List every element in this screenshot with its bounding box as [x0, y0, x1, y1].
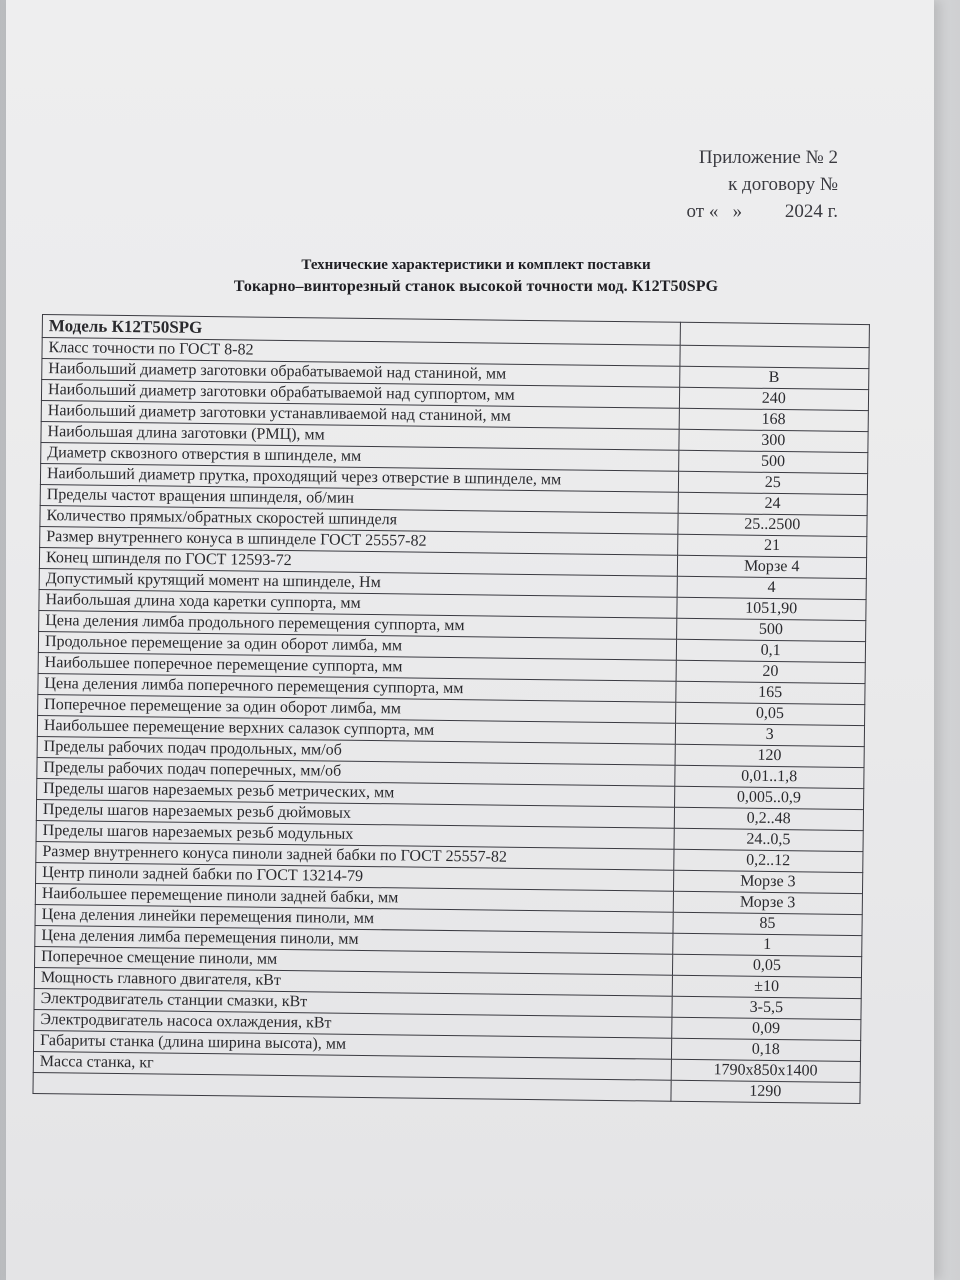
- spec-name: Габариты станка (длина ширина высота), мм: [33, 1030, 671, 1059]
- addendum-line-2: к договору №: [728, 174, 838, 195]
- spec-name: Наибольшее поперечное перемещение суппорта, мм: [38, 652, 676, 681]
- title-line-2: Токарно–винторезный станок высокой точности мод. К12Т50SPG: [233, 278, 719, 295]
- spec-value: 24: [678, 492, 868, 515]
- spec-value: Морзе 4: [677, 555, 867, 578]
- addendum-block: [687, 144, 838, 225]
- spec-value: 0,1: [676, 639, 866, 662]
- spec-name: Размер внутреннего конуса пиноли задней бабки по ГОСТ 25557-82: [36, 841, 674, 870]
- spec-name: Пределы шагов нарезаемых резьб дюймовых: [36, 799, 674, 828]
- spec-name: Наибольшее перемещение верхних салазок суппорта, мм: [37, 715, 675, 744]
- spec-name: Цена деления лимба перемещения пиноли, мм: [35, 925, 673, 954]
- spec-value: 300: [678, 429, 868, 452]
- spec-name: Размер внутреннего конуса в шпинделе ГОСТ 25557-82: [40, 526, 678, 555]
- spec-value: 3-5,5: [672, 996, 862, 1019]
- spec-name: Наибольшая длина хода каретки суппорта, мм: [39, 589, 677, 618]
- spec-value: 25..2500: [677, 513, 867, 536]
- specifications-table: [32, 314, 869, 1104]
- spec-name: Центр пиноли задней бабки по ГОСТ 13214-79: [36, 862, 674, 891]
- spec-name: Пределы шагов нарезаемых резьб модульных: [36, 820, 674, 849]
- model-label: Модель К12Т50SPG: [42, 315, 680, 346]
- document-title: [156, 254, 796, 298]
- spec-value: В: [679, 366, 869, 389]
- spec-name: Цена деления лимба поперечного перемещения суппорта, мм: [38, 673, 676, 702]
- addendum-line-1: Приложение № 2: [698, 147, 838, 168]
- spec-name: Пределы частот вращения шпинделя, об/мин: [40, 484, 678, 513]
- spec-name: Цена деления лимба продольного перемещения суппорта, мм: [39, 610, 677, 639]
- spec-value: 240: [679, 387, 869, 410]
- spec-value: 500: [676, 618, 866, 641]
- spec-name: Электродвигатель станции смазки, кВт: [34, 988, 672, 1017]
- spec-value: 165: [675, 681, 865, 704]
- spec-name: Пределы рабочих подач поперечных, мм/об: [37, 757, 675, 786]
- document-page: [6, 0, 934, 1280]
- spec-value: 0,05: [672, 954, 862, 977]
- spec-value: Морзе 3: [673, 891, 863, 914]
- spec-name: Масса станка, кг: [33, 1051, 671, 1080]
- spec-value: ±10: [672, 975, 862, 998]
- spec-name: Класс точности по ГОСТ 8-82: [42, 338, 680, 367]
- spec-name: Поперечное смещение пиноли, мм: [35, 946, 673, 975]
- spec-name: Наибольшее перемещение пиноли задней бабки, мм: [35, 883, 673, 912]
- spec-name: Поперечное перемещение за один оборот лимба, мм: [38, 694, 676, 723]
- spec-value: 25: [678, 471, 868, 494]
- spec-name: Цена деления линейки перемещения пиноли, мм: [35, 904, 673, 933]
- spec-value: 1290: [670, 1080, 860, 1103]
- spec-value: 20: [676, 660, 866, 683]
- spec-value: 4: [677, 576, 867, 599]
- spec-value: 500: [678, 450, 868, 473]
- spec-name: Наибольший диаметр прутка, проходящий через отверстие в шпинделе, мм: [40, 463, 678, 492]
- spec-name: Мощность главного двигателя, кВт: [34, 967, 672, 996]
- spec-value: 0,18: [671, 1038, 861, 1061]
- spec-value: Морзе 3: [673, 870, 863, 893]
- spec-value: 24..0,5: [674, 828, 864, 851]
- spec-name: Конец шпинделя по ГОСТ 12593-72: [39, 547, 677, 576]
- spec-name: Допустимый крутящий момент на шпинделе, Нм: [39, 568, 677, 597]
- spec-value: [679, 345, 869, 368]
- spec-value: 0,2..48: [674, 807, 864, 830]
- spec-value: 1: [672, 933, 862, 956]
- spec-name: Наибольший диаметр заготовки устанавливаемой над станиной, мм: [41, 400, 679, 429]
- spec-value: 168: [679, 408, 869, 431]
- spec-name: Количество прямых/обратных скоростей шпинделя: [40, 505, 678, 534]
- spec-value: 0,05: [675, 702, 865, 725]
- spec-name: Пределы шагов нарезаемых резьб метрических, мм: [37, 778, 675, 807]
- spec-name: Наибольший диаметр заготовки обрабатываемой над суппортом, мм: [41, 380, 679, 409]
- spec-value: 0,09: [671, 1017, 861, 1040]
- spec-value: 85: [673, 912, 863, 935]
- spec-name: Продольное перемещение за один оборот лимба, мм: [38, 631, 676, 660]
- spec-value: 1051,90: [676, 597, 866, 620]
- spec-value: 3: [675, 723, 865, 746]
- spec-value: 21: [677, 534, 867, 557]
- spec-value: 0,01..1,8: [674, 765, 864, 788]
- spec-name: Пределы рабочих подач продольных, мм/об: [37, 736, 675, 765]
- spec-value: 1790х850х1400: [671, 1059, 861, 1082]
- spec-value: 0,2..12: [673, 849, 863, 872]
- spec-name: Диаметр сквозного отверстия в шпинделе, мм: [41, 442, 679, 471]
- spec-name: Электродвигатель насоса охлаждения, кВт: [34, 1009, 672, 1038]
- spec-name: Наибольшая длина заготовки (РМЦ), мм: [41, 421, 679, 450]
- model-value-cell: [680, 322, 870, 347]
- title-line-1: Технические характеристики и комплект поставки: [301, 257, 651, 273]
- spec-value: 120: [675, 744, 865, 767]
- spec-name: Наибольший диаметр заготовки обрабатываемой над станиной, мм: [42, 359, 680, 388]
- spec-value: 0,005..0,9: [674, 786, 864, 809]
- addendum-line-3: от « » 2024 г.: [686, 201, 838, 222]
